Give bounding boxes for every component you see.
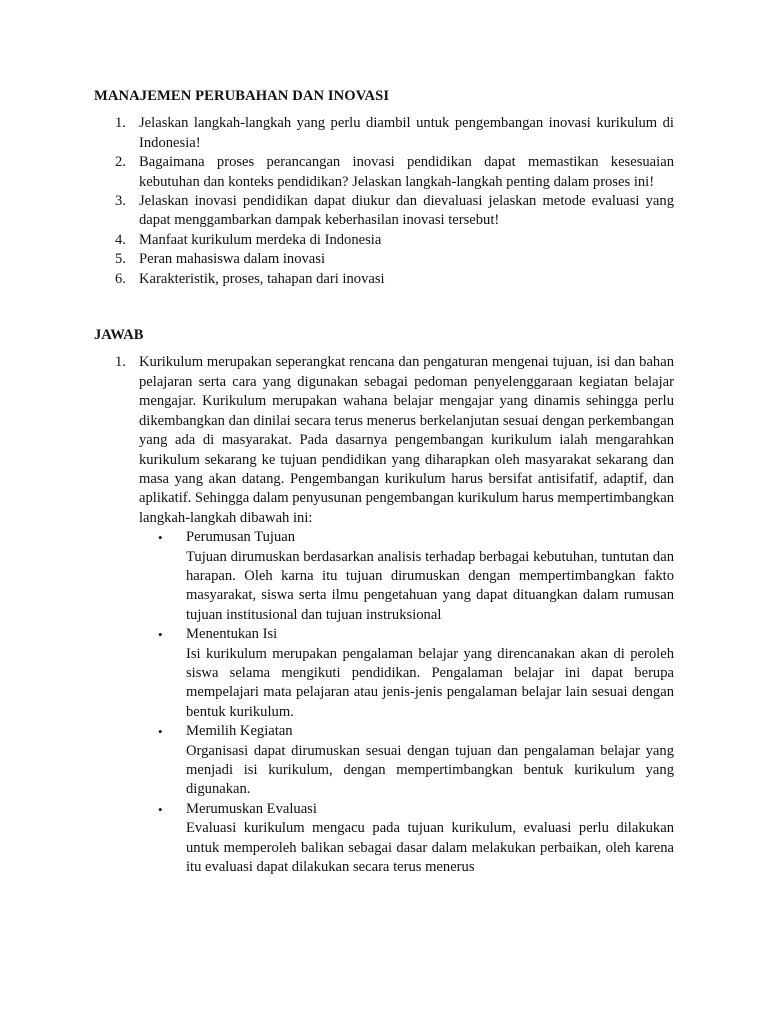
step-heading: Perumusan Tujuan xyxy=(186,529,296,546)
bullet-icon: • xyxy=(158,801,163,817)
question-number: 6. xyxy=(115,270,126,287)
step-description: Evaluasi kurikulum mengacu pada tujuan kurikulum, evaluasi perlu dilakukan untuk memperoleh balikan sebagai dasar dalam melakukan perbaikan, oleh karena itu evaluasi dapat dilakukan secara terus menerus xyxy=(186,820,674,876)
question-item xyxy=(94,231,674,250)
answer-number: 1. xyxy=(115,354,126,371)
question-item xyxy=(94,250,674,269)
step-description: Isi kurikulum merupakan pengalaman belajar yang direncanakan akan di peroleh siswa selama mengikuti pendidikan. Pengalaman belajar ini dapat berupa mempelajari mata pelajaran atau jenis-jenis pengalaman belajar lain sesuai dengan bentuk kurikulum. xyxy=(186,645,674,720)
step-bullet-item xyxy=(139,528,674,625)
step-heading: Memilih Kegiatan xyxy=(186,723,293,740)
step-bullet-list xyxy=(139,528,674,877)
question-item xyxy=(94,114,674,153)
question-number: 1. xyxy=(115,115,126,132)
question-number: 5. xyxy=(115,251,126,268)
question-text: Bagaimana proses perancangan inovasi pendidikan dapat memastikan kesesuaian kebutuhan dan konteks pendidikan? Jelaskan langkah-langkah penting dalam proses ini! xyxy=(139,154,674,190)
bullet-icon: • xyxy=(158,530,163,546)
step-bullet-item xyxy=(139,625,674,722)
question-text: Jelaskan inovasi pendidikan dapat diukur dan dievaluasi jelaskan metode evaluasi yang dapat menggambarkan dampak keberhasilan inovasi tersebut! xyxy=(139,193,674,229)
question-text: Peran mahasiswa dalam inovasi xyxy=(139,251,326,268)
question-list xyxy=(94,114,674,289)
document-content xyxy=(94,87,674,877)
step-bullet-item xyxy=(139,722,674,800)
question-number: 2. xyxy=(115,154,126,171)
bullet-icon: • xyxy=(158,627,163,643)
question-item xyxy=(94,153,674,192)
question-number: 4. xyxy=(115,231,126,248)
question-text: Karakteristik, proses, tahapan dari inovasi xyxy=(139,270,385,287)
answer-list xyxy=(94,353,674,877)
step-description: Tujuan dirumuskan berdasarkan analisis terhadap berbagai kebutuhan, tuntutan dan harapan. Oleh karna itu tujuan dirumuskan dengan mempertimbangkan fakto masyarakat, siswa serta ilmu pengetahuan yang dapat dituangkan dalam rumusan tujuan institusional dan tujuan instruksional xyxy=(186,548,674,623)
step-heading: Merumuskan Evaluasi xyxy=(186,800,317,817)
question-number: 3. xyxy=(115,193,126,210)
step-heading: Menentukan Isi xyxy=(186,626,278,643)
answer-heading: JAWAB xyxy=(94,327,144,344)
answer-item xyxy=(94,353,674,877)
question-text: Jelaskan langkah-langkah yang perlu diambil untuk pengembangan inovasi kurikulum di Indonesia! xyxy=(139,115,674,151)
answer-text: Kurikulum merupakan seperangkat rencana dan pengaturan mengenai tujuan, isi dan bahan pelajaran serta cara yang digunakan sebagai pedoman penyelenggaraan kegiatan belajar mengajar. Kurikulum merupakan wahana belajar mengajar yang dinamis sehingga perlu dikembangkan dan dinilai secara terus menerus berkelanjutan sesuai dengan perkembangan yang ada di masyarakat. Pada dasarnya pengembangan kurikulum ialah mengarahkan kurikulum sekarang ke tujuan pendidikan yang diharapkan oleh masyarakat sekarang dan masa yang akan datang. Pengembangan kurikulum harus bersifat antisifatif, adaptif, dan aplikatif. Sehingga dalam penyusunan pengembangan kurikulum harus mempertimbangkan langkah-langkah dibawah ini: xyxy=(139,354,674,526)
step-bullet-item xyxy=(139,800,674,878)
question-item xyxy=(94,270,674,289)
question-text: Manfaat kurikulum merdeka di Indonesia xyxy=(139,231,382,248)
bullet-icon: • xyxy=(158,724,163,740)
step-description: Organisasi dapat dirumuskan sesuai dengan tujuan dan pengalaman belajar yang menjadi isi kurikulum, dengan mempertimbangkan bentuk kurikulum yang digunakan. xyxy=(186,742,674,798)
question-item xyxy=(94,192,674,231)
document-title: MANAJEMEN PERUBAHAN DAN INOVASI xyxy=(94,88,390,104)
